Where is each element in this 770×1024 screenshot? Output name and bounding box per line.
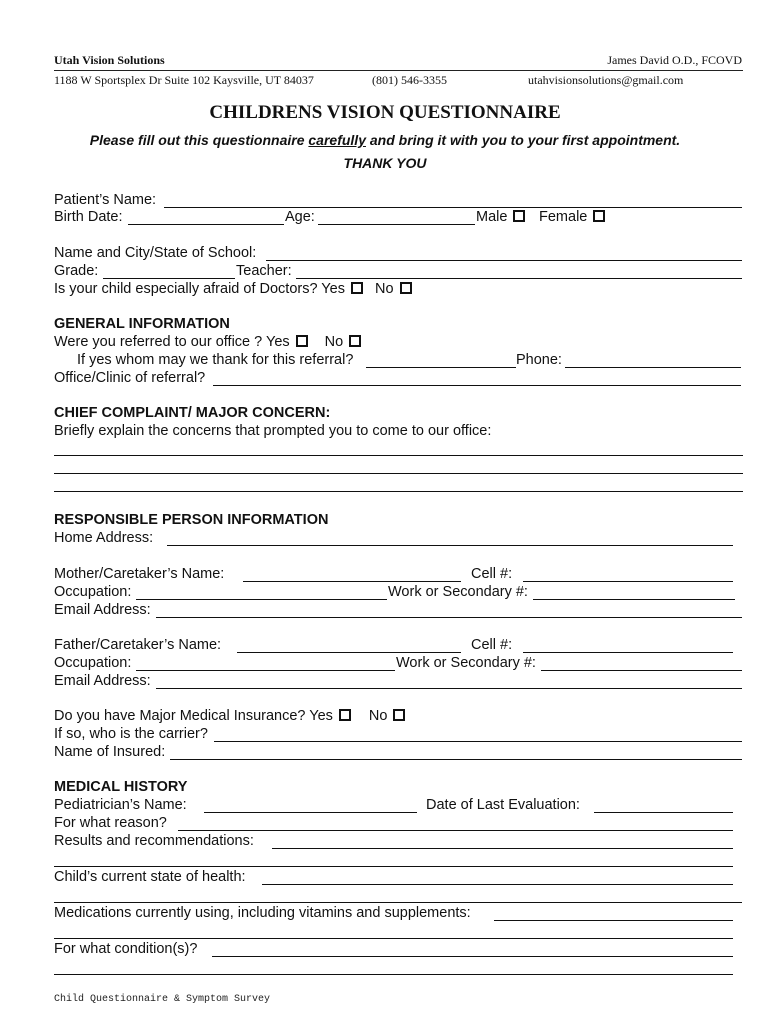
- clinic-field[interactable]: [213, 385, 741, 386]
- insurance-question: [54, 708, 405, 724]
- reason-field[interactable]: [178, 830, 733, 831]
- complaint-line-2[interactable]: [54, 473, 743, 474]
- patient-name-field[interactable]: [164, 207, 742, 208]
- school-field[interactable]: [266, 260, 742, 261]
- carrier-label: If so, who is the carrier?: [54, 726, 208, 742]
- meds-field[interactable]: [494, 920, 733, 921]
- father-cell-label: Cell #:: [471, 637, 513, 653]
- thank-you: THANK YOU: [343, 155, 427, 171]
- teacher-field[interactable]: [296, 278, 742, 279]
- header-rule: [54, 70, 743, 71]
- age-field[interactable]: [318, 224, 475, 225]
- mother-occupation-label: Occupation:: [54, 584, 132, 600]
- mother-cell-field[interactable]: [523, 581, 733, 582]
- health-field-2[interactable]: [54, 902, 742, 903]
- pediatrician-label: Pediatrician’s Name:: [54, 797, 187, 813]
- mother-occupation-field[interactable]: [136, 599, 387, 600]
- grade-field[interactable]: [103, 278, 235, 279]
- page-title: CHILDRENS VISION QUESTIONNAIRE: [209, 102, 561, 123]
- carrier-field[interactable]: [214, 741, 742, 742]
- birth-date-field[interactable]: [128, 224, 284, 225]
- health-field[interactable]: [262, 884, 733, 885]
- female-label: Female: [539, 209, 588, 225]
- referral-phone-label: Phone:: [516, 352, 562, 368]
- father-email-field[interactable]: [156, 688, 742, 689]
- male-checkbox[interactable]: [513, 210, 525, 222]
- father-work-label: Work or Secondary #:: [396, 655, 536, 671]
- complaint-heading: CHIEF COMPLAINT/ MAJOR CONCERN:: [54, 405, 331, 421]
- grade-label: Grade:: [54, 263, 99, 279]
- insurance-no-checkbox[interactable]: [393, 709, 405, 721]
- clinic-label: Office/Clinic of referral?: [54, 370, 206, 386]
- intro-emphasis: carefully: [308, 132, 366, 148]
- home-address-label: Home Address:: [54, 530, 154, 546]
- father-work-field[interactable]: [541, 670, 742, 671]
- afraid-question: [54, 281, 412, 297]
- mother-email-label: Email Address:: [54, 602, 151, 618]
- practice-email: utahvisionsolutions@gmail.com: [528, 73, 684, 87]
- complaint-line-1[interactable]: [54, 455, 743, 456]
- intro-part2: and bring it with you to your first appointment.: [365, 132, 681, 148]
- mother-work-field[interactable]: [533, 599, 735, 600]
- complaint-prompt: Briefly explain the concerns that prompted you to come to our office:: [54, 423, 492, 439]
- mother-email-field[interactable]: [156, 617, 742, 618]
- mother-cell-label: Cell #:: [471, 566, 513, 582]
- results-field-2[interactable]: [54, 866, 733, 867]
- referred-question: [54, 334, 361, 350]
- father-cell-field[interactable]: [523, 652, 733, 653]
- referral-phone-field[interactable]: [565, 367, 741, 368]
- health-label: Child’s current state of health:: [54, 869, 246, 885]
- school-label: Name and City/State of School:: [54, 245, 257, 261]
- last-eval-label: Date of Last Evaluation:: [426, 797, 580, 813]
- mother-work-label: Work or Secondary #:: [388, 584, 528, 600]
- meds-field-2[interactable]: [54, 938, 733, 939]
- insurance-no-label: No: [368, 708, 388, 724]
- afraid-no-label: No: [374, 281, 394, 297]
- results-label: Results and recommendations:: [54, 833, 254, 849]
- afraid-label: Is your child especially afraid of Doctors? Yes: [54, 281, 345, 297]
- condition-label: For what condition(s)?: [54, 941, 198, 957]
- doctor-name: James David O.D., FCOVD: [607, 53, 742, 67]
- general-heading: GENERAL INFORMATION: [54, 316, 230, 332]
- insurance-yes-checkbox[interactable]: [339, 709, 351, 721]
- condition-field-2[interactable]: [54, 974, 733, 975]
- reason-label: For what reason?: [54, 815, 167, 831]
- responsible-heading: RESPONSIBLE PERSON INFORMATION: [54, 512, 329, 528]
- teacher-label: Teacher:: [236, 263, 292, 279]
- practice-phone: (801) 546-3355: [372, 73, 447, 87]
- results-field[interactable]: [272, 848, 733, 849]
- afraid-yes-checkbox[interactable]: [351, 282, 363, 294]
- home-address-field[interactable]: [167, 545, 733, 546]
- referred-yes-checkbox[interactable]: [296, 335, 308, 347]
- patient-name-label: Patient’s Name:: [54, 192, 157, 208]
- referred-no-checkbox[interactable]: [349, 335, 361, 347]
- intro-part1: Please fill out this questionnaire: [89, 132, 309, 148]
- father-name-field[interactable]: [237, 652, 461, 653]
- insured-label: Name of Insured:: [54, 744, 166, 760]
- insurance-label: Do you have Major Medical Insurance? Yes: [54, 708, 333, 724]
- meds-label: Medications currently using, including vitamins and supplements:: [54, 905, 471, 921]
- pediatrician-field[interactable]: [204, 812, 417, 813]
- referral-name-field[interactable]: [366, 367, 516, 368]
- practice-address: 1188 W Sportsplex Dr Suite 102 Kaysville, UT 84037: [54, 73, 314, 87]
- medical-heading: MEDICAL HISTORY: [54, 779, 188, 795]
- female-checkbox[interactable]: [593, 210, 605, 222]
- practice-name: Utah Vision Solutions: [54, 53, 165, 67]
- condition-field[interactable]: [212, 956, 733, 957]
- father-name-label: Father/Caretaker’s Name:: [54, 637, 222, 653]
- referral-thanks-label: If yes whom may we thank for this referral?: [77, 352, 354, 368]
- male-label: Male: [476, 209, 508, 225]
- mother-name-field[interactable]: [243, 581, 461, 582]
- intro-text: [0, 132, 770, 148]
- last-eval-field[interactable]: [594, 812, 733, 813]
- birth-date-label: Birth Date:: [54, 209, 123, 225]
- referred-label: Were you referred to our office ? Yes: [54, 334, 290, 350]
- insured-field[interactable]: [170, 759, 742, 760]
- father-occupation-field[interactable]: [136, 670, 395, 671]
- afraid-no-checkbox[interactable]: [400, 282, 412, 294]
- footer-text: Child Questionnaire & Symptom Survey: [54, 994, 271, 1005]
- mother-name-label: Mother/Caretaker’s Name:: [54, 566, 225, 582]
- female-option[interactable]: [539, 209, 605, 225]
- male-option[interactable]: [476, 209, 525, 225]
- father-occupation-label: Occupation:: [54, 655, 132, 671]
- father-email-label: Email Address:: [54, 673, 151, 689]
- complaint-line-3[interactable]: [54, 491, 743, 492]
- age-label: Age:: [285, 209, 315, 225]
- referred-no-label: No: [324, 334, 344, 350]
